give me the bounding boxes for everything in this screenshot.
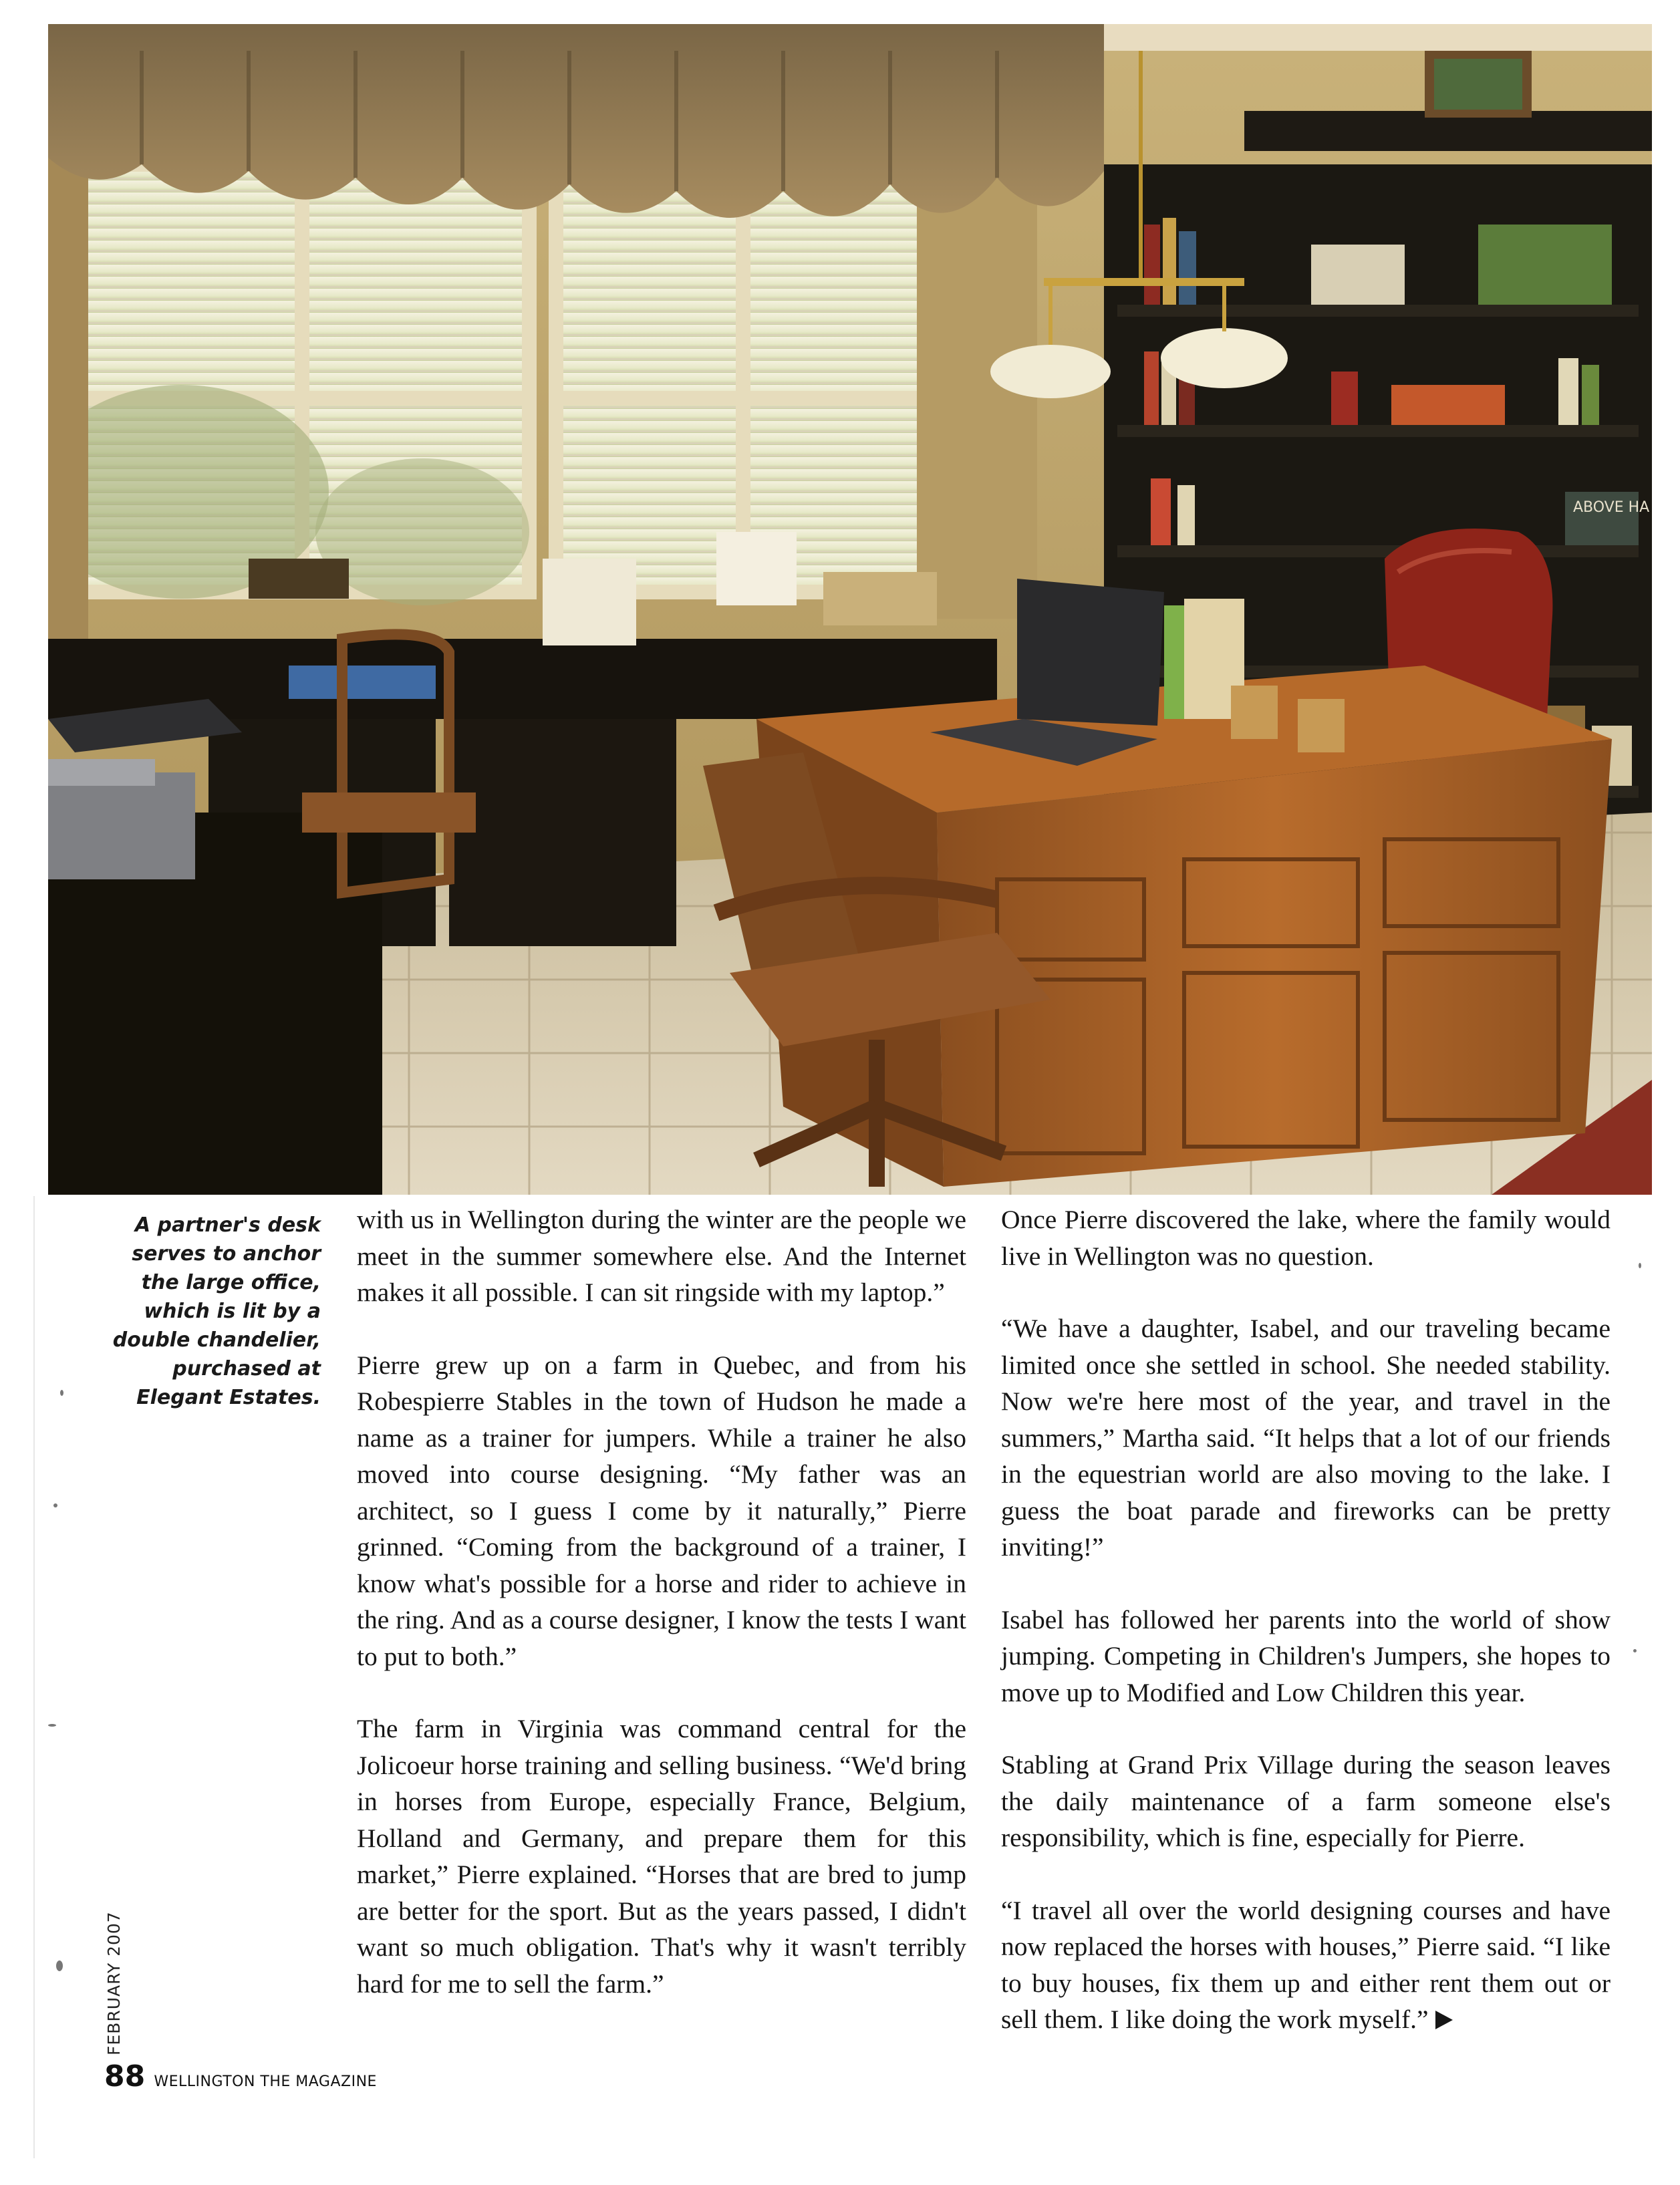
article-column-1 [357,1201,966,2038]
page-number: 88 [104,2059,146,2093]
article-column-2 [1001,1201,1611,2074]
scan-speck [56,1960,63,1971]
paragraph-last [1001,1892,1611,2038]
paragraph: Stabling at Grand Prix Village during the season leaves the daily maintenance of a farm someone else's responsibility, which is fine, especially for Pierre. [1001,1750,1611,1852]
folio [104,2059,377,2093]
paragraph: with us in Wellington during the winter are the people we meet in the summer somewhere else. And the Internet makes it all possible. I can sit ringside with my laptop.” [357,1205,966,1307]
page-spine-shadow [33,1196,35,2158]
office-photo [48,24,1652,1195]
scan-speck [53,1503,57,1507]
paragraph: Pierre grew up on a farm in Quebec, and from his Robespierre Stables in the town of Hudson he made a name as a trainer for jumpers. While a trainer he also moved into course designing. “My father was an architect, so I guess I come by it naturally,” Pierre grinned. “Coming from the background of a trainer, I know what's possible for a horse and rider to achieve in the ring. And as a course designer, I know the tests I want to put to both.” [357,1350,966,1671]
paragraph: Isabel has followed her parents into the world of show jumping. Competing in Children's Jumpers, she hopes to move up to Modified and Low Children this year. [1001,1604,1611,1707]
scan-speck [1633,1649,1637,1652]
scan-speck [1639,1263,1641,1268]
folio-date: FEBRUARY 2007 [104,1911,124,2055]
paragraph: “We have a daughter, Isabel, and our traveling became limited once she settled in school. She needed stability. Now we're here most of the year, and travel in the summers,” Martha said. “It helps that a lot of our friends in the equestrian world are also moving to the lake. I guess the boat parade and fireworks can be pretty inviting!” [1001,1314,1611,1562]
paragraph: The farm in Virginia was command central for the Jolicoeur horse training and selling business. “We'd bring in horses from Europe, especially France, Belgium, Holland and Germany, and prepare them for this market,” Pierre explained. “Horses that are bred to jump are better for the sport. But as the years passed, I didn't want so much obligation. That's why it wasn't terribly hard for me to sell the farm.” [357,1714,966,1999]
photo-caption: A partner's desk serves to anchor the large office, which is lit by a double chandelier, purchased at Elegant Estates. [112,1213,321,1409]
paragraph-text: “I travel all over the world designing courses and have now replaced the horses with houses,” Pierre said. “I like to buy houses, fix them up and either rent them out or sell them. I like doing the work myself.” [1001,1895,1611,2034]
continue-arrow-icon [1435,2011,1453,2029]
book-spine-text: ABOVE HA [1573,499,1650,516]
scan-speck [48,1724,56,1727]
paragraph: Once Pierre discovered the lake, where the family would live in Wellington was no question. [1001,1205,1611,1271]
scan-speck [60,1390,63,1396]
publication-name: WELLINGTON THE MAGAZINE [154,2073,377,2090]
